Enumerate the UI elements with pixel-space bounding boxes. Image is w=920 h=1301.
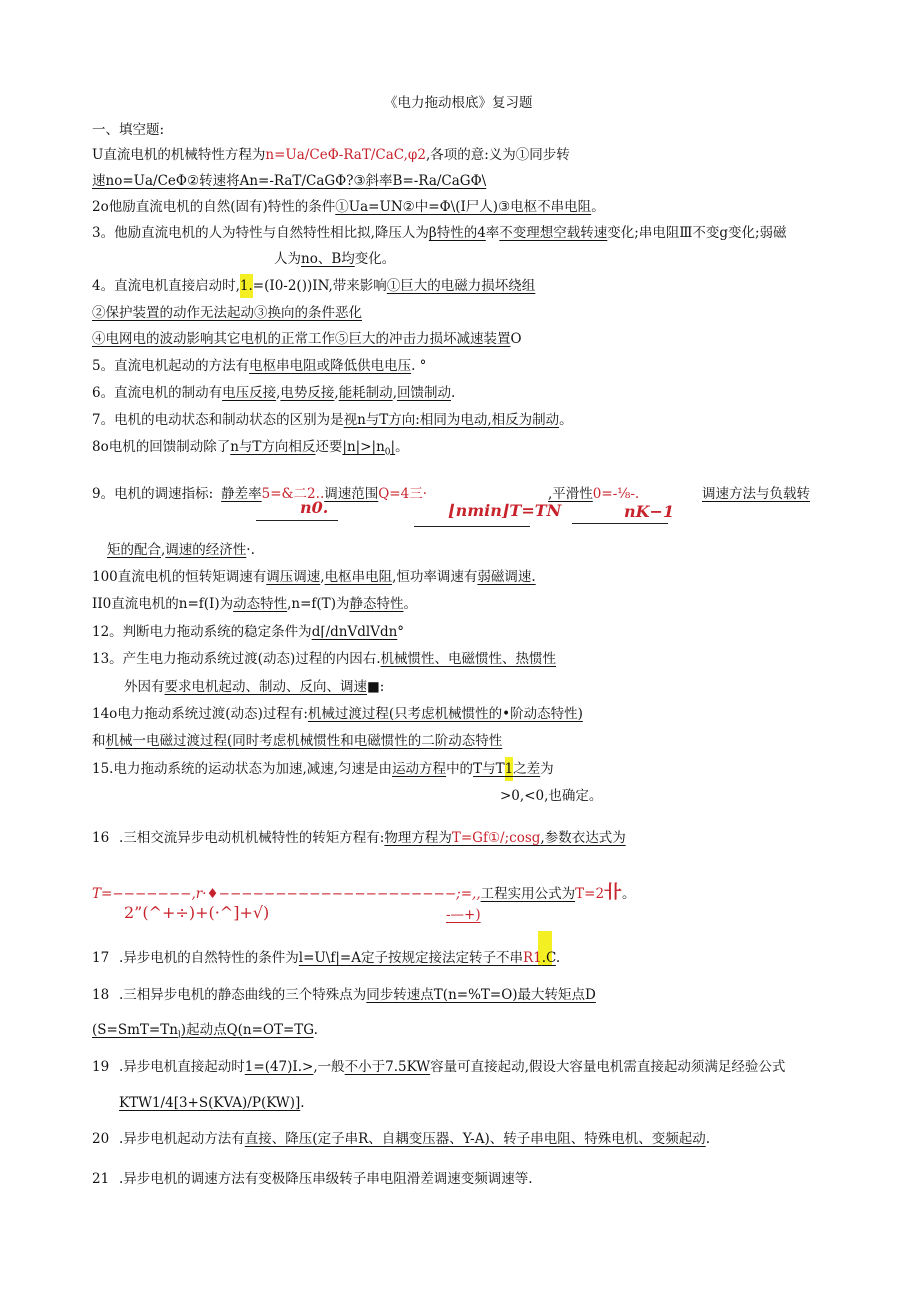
question-1: U直流电机的机械特性方程为n=Ua/CeΦ-RaT/CaC,φ2,各项的意:义为①同步转 (92, 147, 570, 163)
question-21-number: 21 (92, 1171, 110, 1187)
question-15: 15.电力拖动系统的运动状态为加速,减速,匀速是由运动方程中的T与T1之差为 (92, 760, 554, 778)
question-21: .异步电机的调速方法有变极降压串级转子串电阻滑差调速变频调速等. (119, 1171, 533, 1187)
question-9-load-match: 调速方法与负载转 (702, 486, 810, 502)
question-16-formula: T=−−−−−−−,r·♦−−−−−−−−−−−−−−−−−−−−−;=,,工程实用公式为T=2卝。 (92, 882, 636, 903)
question-16-number: 16 (92, 830, 110, 846)
question-9-cont: 矩的配合,调速的经济性·. (107, 542, 255, 558)
question-5: 5。直流电机起动的方法有电枢串电阻或降低供电电压. ° (92, 358, 427, 374)
question-16: .三相交流异步电动机机械特性的转矩方程有:物理方程为T=Gf①/;cosg,参数衣达式为 (119, 830, 626, 846)
question-4-cont-1: ②保护装置的动作无法起动③换向的条件恶化 (92, 305, 362, 321)
question-20: .异步电机起动方法有直接、降压(定子串R、自耦变压器、Y-A)、转子串电阻、特殊电机、变频起动. (119, 1131, 711, 1147)
question-18-cont: $(S=SmT=Tn_l)$起动点Q(n=OT=TG. (92, 1022, 318, 1041)
question-19-number: 19 (92, 1059, 110, 1075)
question-14: 14o电力拖动系统过渡(动态)过程有:机械过渡过程(只考虑机械惯性的•阶动态特性) (92, 706, 583, 722)
fraction-line-3 (572, 523, 668, 524)
question-11: II0直流电机的n=f(I)为动态特性,n=f(T)为静态特性。 (92, 596, 417, 612)
question-20-number: 20 (92, 1131, 110, 1147)
fraction-line-1 (256, 520, 338, 521)
question-6: 6。直流电机的制动有电压反接,电势反接,能耗制动,回馈制动. (92, 385, 456, 401)
question-17-number: 17 (92, 950, 110, 966)
question-17: .异步电机的自然特性的条件为l=U\f|=A定子按规定接法定转子不串R1.C. (119, 950, 561, 966)
question-13-cont: 外因有要求电机起动、制动、反向、调速■: (124, 679, 385, 695)
doc-title: 《电力拖动根底》复习题 (384, 95, 533, 111)
question-7: 7。电机的电动状态和制动状态的区别为是视n与T方向:相同为电动,相反为制动。 (92, 412, 573, 428)
question-16-denominator-2: -—+) (446, 907, 481, 923)
question-12: 12。判断电力拖动系统的稳定条件为d⌈/dnVdlVdn° (92, 624, 405, 640)
question-2: 2o他励直流电机的自然(固有)特性的条件①Ua=UN②中=Φ\(I尸人)③电枢不串电阻。 (92, 199, 605, 215)
formula-nk: nK−1 (624, 502, 675, 521)
section-heading: 一、填空题: (92, 122, 165, 138)
fraction-line-2 (414, 526, 530, 527)
question-18-number: 18 (92, 987, 110, 1003)
question-1-answer: 速no=Ua/CeΦ②转速将An=-RaT/CaGΦ?③斜率B=-Ra/CaGΦ\ (92, 173, 487, 189)
question-19-cont: KTW1/4[3+S(KVA)/P(KW)]. (119, 1095, 305, 1111)
formula-nmin: ⌊nmin⌋T=TN (448, 501, 562, 520)
question-4: 4。直流电机直接启动时,1.=(I0-2())IN,带来影响①巨大的电磁力损坏绕组 (92, 277, 535, 295)
question-13: 13。产生电力拖动系统过渡(动态)过程的内因右.机械惯性、电磁惯性、热惯性 (92, 651, 557, 667)
question-14-cont: 和机械一电磁过渡过程(同时考虑机械惯性和电磁惯性的二阶动态特性 (92, 733, 503, 749)
formula-n0: n0. (300, 498, 329, 517)
question-18: .三相异步电机的静态曲线的三个特殊点为同步转速点T(n=%T=O)最大转矩点D (119, 987, 596, 1003)
question-15-cont: >0,<0,也确定。 (500, 788, 603, 804)
question-9-smoothness: ,平滑性0=-⅛-. (548, 486, 640, 502)
question-16-denominator: 2”(^+÷)+(·^]+√) (124, 903, 270, 922)
question-10: 100直流电机的恒转矩调速有调压调速,电枢串电阻,恒功率调速有弱磁调速. (92, 569, 536, 585)
question-4-cont-2: ④电网电的波动影响其它电机的正常工作⑤巨大的冲击力损坏减速装置O (92, 331, 522, 347)
question-8: 8o电机的回馈制动除了n与T方向相反还要$|n|>|n_0|$。 (92, 439, 409, 458)
question-3-cont: 人为no、B均变化。 (274, 251, 396, 267)
question-3: 3。他励直流电机的人为特性与自然特性相比拟,降压人为β特性的4率不变理想空载转速变化;串电阻Ⅲ不变g变化;弱磁 (92, 225, 787, 241)
question-19: .异步电机直接起动时1=(47)I.>,一般不小于7.5KW容量可直接起动,假设大容量电机需直接起动须满足经验公式 (119, 1059, 786, 1075)
question-9: 9。电机的调速指标: 静差率5=&二2..调速范围Q=4三· (92, 486, 427, 502)
